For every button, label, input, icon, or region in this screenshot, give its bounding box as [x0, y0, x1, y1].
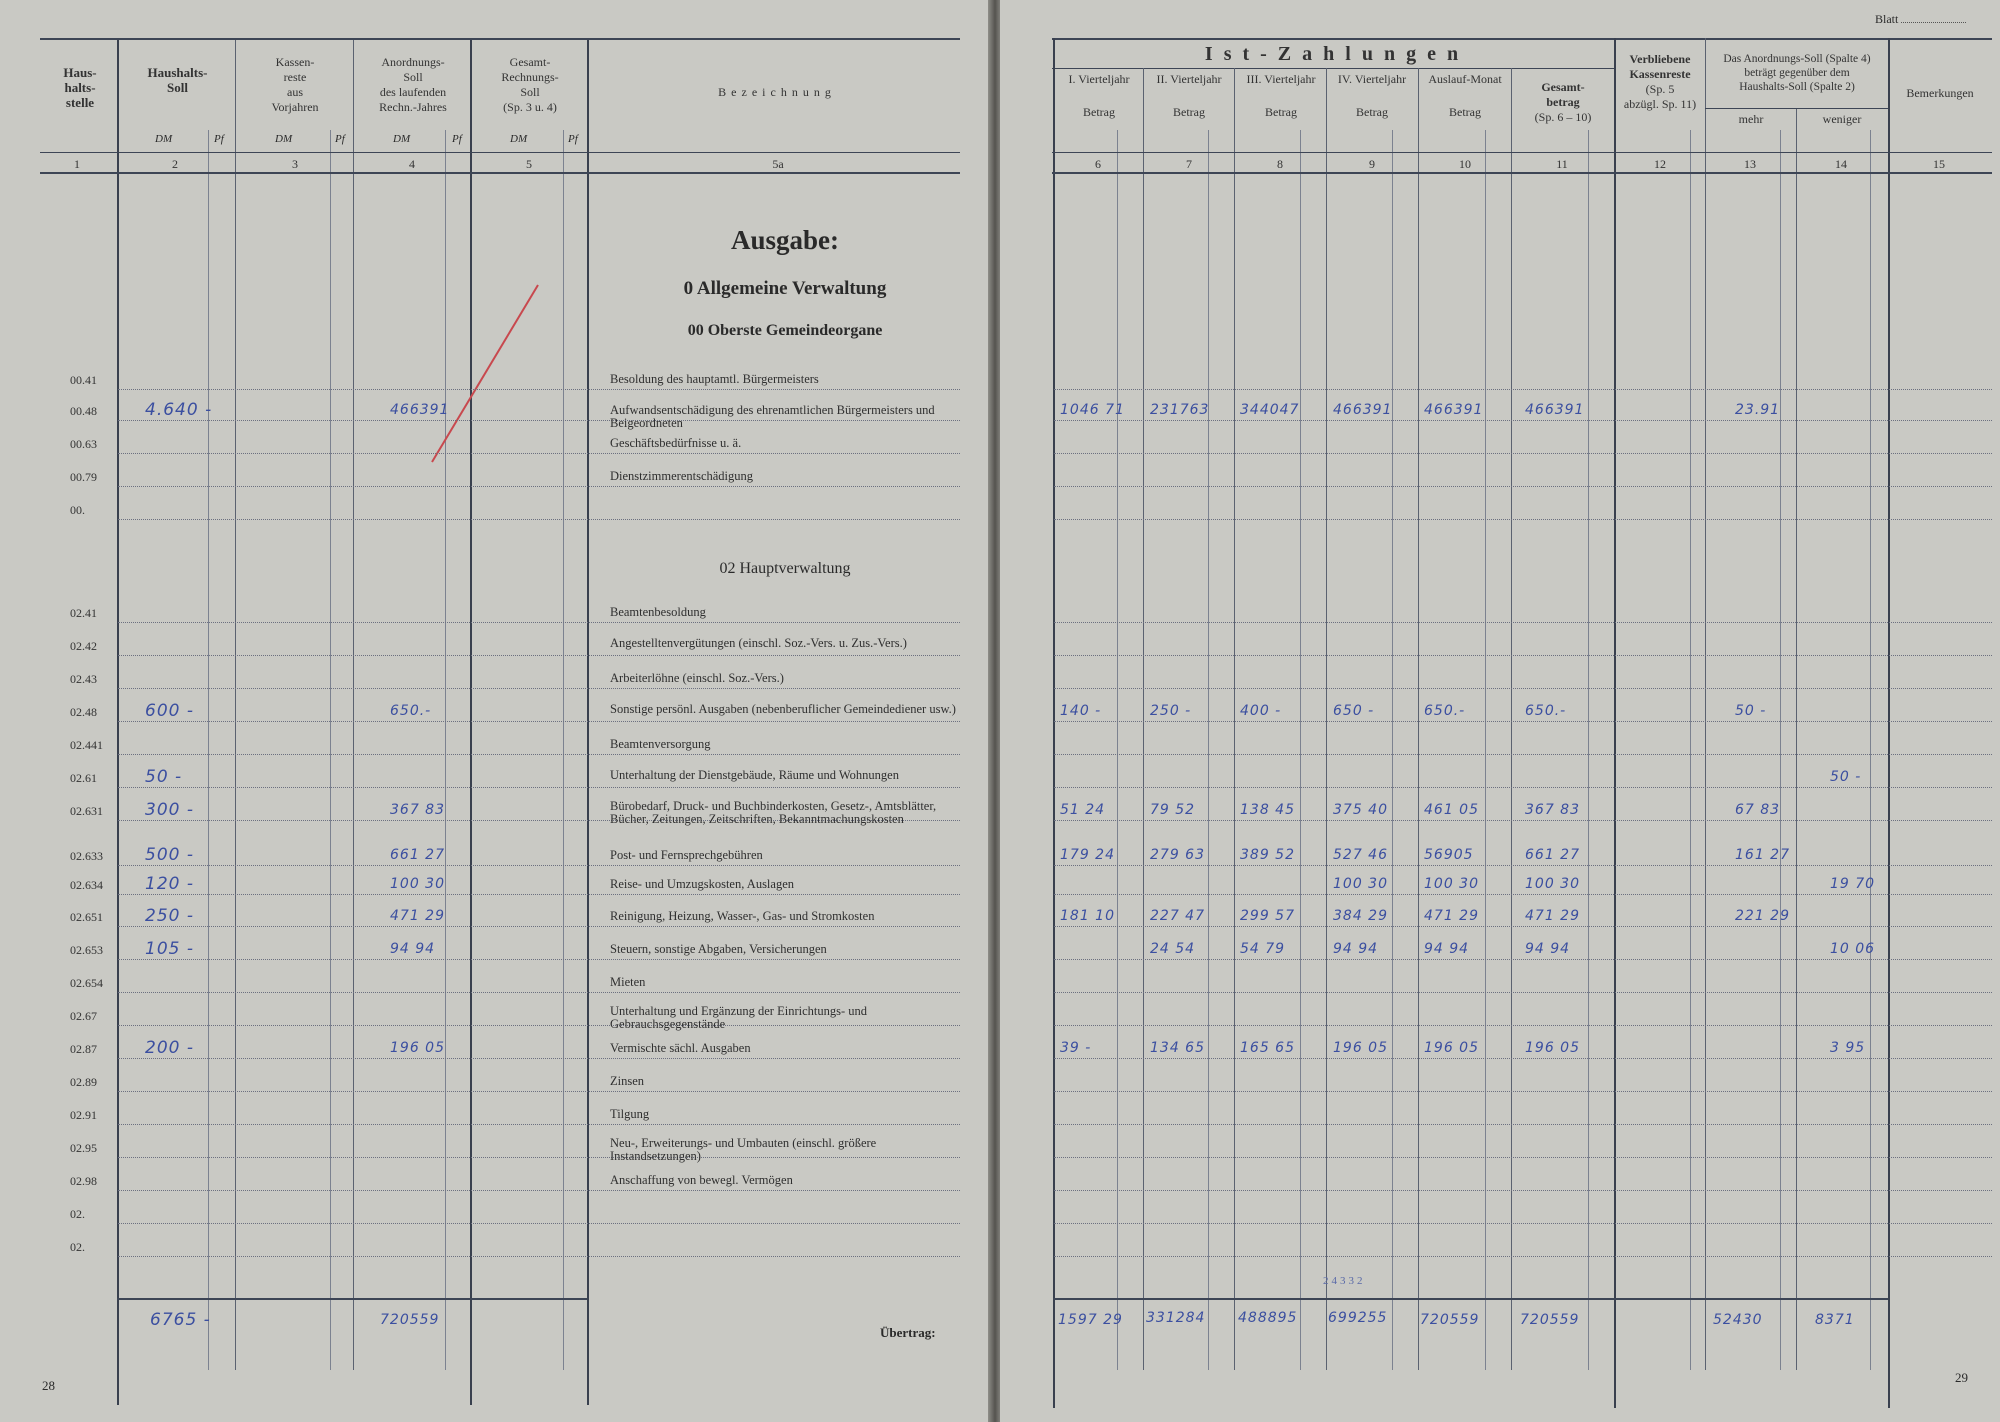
- col-divider: [1418, 68, 1419, 1370]
- row-description: Aufwandsentschädigung des ehrenamtlichen Bürgermeisters und Beigeordneten: [610, 403, 935, 430]
- ist-q3-value: 54 79: [1240, 941, 1286, 957]
- ist-q4-value: 650 -: [1333, 703, 1375, 719]
- column-number: 7: [1186, 157, 1192, 171]
- section-heading: 02 Hauptverwaltung: [719, 560, 851, 577]
- ist-aus-value: 466391: [1424, 402, 1484, 418]
- col-divider: [1511, 68, 1512, 1370]
- haushaltsstelle-code: 02.41: [70, 606, 97, 620]
- haushaltsstelle-code: 02.48: [70, 705, 97, 719]
- column-number: 12: [1654, 157, 1666, 171]
- row-description: Post- und Fernsprechgebühren: [610, 848, 763, 862]
- ist-q2-value: 250 -: [1150, 703, 1192, 719]
- row-description: Neu-, Erweiterungs- und Umbauten (einschl. größere Instandsetzungen): [610, 1136, 877, 1163]
- header-betrag: Betrag: [1173, 105, 1205, 119]
- ist-aus-value: 56905: [1424, 847, 1474, 863]
- pf-label: Pf: [335, 133, 345, 145]
- row-rule: [1054, 721, 1992, 722]
- haushaltsstelle-code: 02.98: [70, 1174, 97, 1188]
- header-bemerkungen: Bemerkungen: [1906, 86, 1974, 100]
- haushaltsstelle-code: 02.441: [70, 738, 103, 752]
- row-rule: [118, 787, 960, 788]
- row-description: Vermischte sächl. Ausgaben: [610, 1041, 751, 1055]
- header-betrag: Betrag: [1265, 105, 1297, 119]
- ist-mehr-value: 221 29: [1735, 908, 1790, 924]
- ist-ges-value: 94 94: [1525, 941, 1571, 957]
- ist-q1-value: 179 24: [1060, 847, 1115, 863]
- ist-q4-value: 527 46: [1333, 847, 1388, 863]
- ist-q3-value: 299 57: [1240, 908, 1295, 924]
- haushaltsstelle-code: 02.67: [70, 1009, 97, 1023]
- header-betrag: Betrag: [1356, 105, 1388, 119]
- column-number: 3: [292, 157, 298, 171]
- ist-ges-value: 471 29: [1525, 908, 1580, 924]
- ist-q2-value: 279 63: [1150, 847, 1205, 863]
- col-divider: [117, 40, 119, 1405]
- col-divider: [1143, 68, 1144, 1370]
- col-divider: [208, 130, 209, 1370]
- header-mehr: mehr: [1738, 112, 1764, 126]
- row-rule: [118, 754, 960, 755]
- ist-q2-value: 231763: [1150, 402, 1210, 418]
- header-anordnungs-soll: Anordnungs- Soll des laufenden Rechn.-Jahres: [379, 55, 447, 114]
- ist-mehr-value: 23.91: [1735, 402, 1781, 418]
- row-rule: [1054, 655, 1992, 656]
- col-divider: [587, 40, 589, 1405]
- row-rule: [118, 1058, 960, 1059]
- haushaltsstelle-code: 02.654: [70, 976, 103, 990]
- total-rule: [1053, 1298, 1888, 1300]
- ist-q4-value: 94 94: [1333, 941, 1379, 957]
- haushaltsstelle-code: 02.633: [70, 849, 103, 863]
- ist-mehr-value: 67 83: [1735, 802, 1781, 818]
- ist-mehr-value: 50 -: [1735, 703, 1767, 719]
- haushaltsstelle-code: 02.89: [70, 1075, 97, 1089]
- header-betrag: Betrag: [1083, 105, 1115, 119]
- row-rule: [1054, 754, 1992, 755]
- haushalts-soll-value: 200 -: [145, 1038, 194, 1058]
- col-divider: [1888, 38, 1890, 1408]
- ist-q4-value: 196 05: [1333, 1040, 1388, 1056]
- haushaltsstelle-code: 02.: [70, 1240, 85, 1254]
- total-q3: 488895: [1238, 1310, 1298, 1326]
- ist-q2-value: 24 54: [1150, 941, 1196, 957]
- ist-q2-value: 227 47: [1150, 908, 1205, 924]
- ist-q3-value: 344047: [1240, 402, 1300, 418]
- col-divider: [1614, 38, 1616, 1408]
- haushaltsstelle-code: 00.79: [70, 470, 97, 484]
- ist-mehr-value: 161 27: [1735, 847, 1790, 863]
- row-rule: [118, 721, 960, 722]
- ist-ges-value: 661 27: [1525, 847, 1580, 863]
- pf-label: Pf: [214, 133, 224, 145]
- page-number: 28: [42, 1378, 55, 1393]
- row-rule: [1054, 1157, 1992, 1158]
- column-number: 8: [1277, 157, 1283, 171]
- ist-aus-value: 461 05: [1424, 802, 1479, 818]
- col-divider: [1117, 130, 1118, 1370]
- ist-aus-value: 94 94: [1424, 941, 1470, 957]
- anordnungs-soll-value: 94 94: [390, 941, 436, 957]
- ist-q3-value: 400 -: [1240, 703, 1282, 719]
- column-number: 5a: [772, 157, 784, 171]
- header-betrag: Betrag: [1449, 105, 1481, 119]
- total-q2: 331284: [1146, 1310, 1206, 1326]
- pf-label: Pf: [452, 133, 462, 145]
- haushaltsstelle-code: 02.651: [70, 910, 103, 924]
- row-rule: [118, 1223, 960, 1224]
- ist-q4-value: 100 30: [1333, 876, 1388, 892]
- header-haushalts-soll: Haushalts- Soll: [147, 65, 208, 95]
- col-divider: [1870, 130, 1871, 1370]
- column-number: 13: [1744, 157, 1756, 171]
- row-rule: [118, 894, 960, 895]
- row-rule: [1054, 1025, 1992, 1026]
- row-rule: [118, 865, 960, 866]
- total-q1: 1597 29: [1058, 1312, 1123, 1328]
- haushaltsstelle-code: 02.91: [70, 1108, 97, 1122]
- header-q3: III. Vierteljahr: [1246, 72, 1316, 86]
- header-auslauf: Auslauf-Monat: [1428, 72, 1502, 86]
- header-q4: IV. Vierteljahr: [1337, 72, 1407, 86]
- column-number: 1: [74, 157, 80, 171]
- row-description: Anschaffung von bewegl. Vermögen: [610, 1173, 793, 1187]
- row-rule: [1054, 622, 1992, 623]
- haushaltsstelle-code: 02.43: [70, 672, 97, 686]
- col-divider: [1780, 130, 1781, 1370]
- header-rule: [40, 172, 960, 174]
- ist-aus-value: 196 05: [1424, 1040, 1479, 1056]
- col-divider: [1392, 130, 1393, 1370]
- col-divider: [235, 40, 236, 1370]
- anordnungs-soll-value: 367 83: [390, 802, 445, 818]
- total-gesamt: 720559: [1520, 1312, 1580, 1328]
- ist-q1-value: 51 24: [1060, 802, 1106, 818]
- haushalts-soll-value: 600 -: [145, 701, 194, 721]
- row-rule: [1054, 453, 1992, 454]
- col-divider: [1690, 130, 1691, 1370]
- ist-ges-value: 367 83: [1525, 802, 1580, 818]
- column-number: 15: [1933, 157, 1945, 171]
- top-rule: [1052, 38, 1992, 40]
- row-rule: [1054, 688, 1992, 689]
- page-number: 29: [1955, 1370, 1968, 1385]
- header-rule: [1052, 172, 1992, 174]
- row-description: Mieten: [610, 975, 646, 989]
- row-description: Bürobedarf, Druck- und Buchbinderkosten, Gesetz-, Amtsblätter, Bücher, Zeitungen, Zeitschriften, Bekanntmachungskosten: [610, 799, 937, 826]
- haushaltsstelle-code: 02.87: [70, 1042, 97, 1056]
- row-rule: [118, 655, 960, 656]
- row-description: Unterhaltung der Dienstgebäude, Räume und Wohnungen: [610, 768, 899, 782]
- row-rule: [1054, 519, 1992, 520]
- row-rule: [1054, 787, 1992, 788]
- row-description: Arbeiterlöhne (einschl. Soz.-Vers.): [610, 671, 784, 685]
- row-rule: [1054, 959, 1992, 960]
- ist-q3-value: 165 65: [1240, 1040, 1295, 1056]
- page-title: Ausgabe:: [730, 225, 839, 255]
- total-q4: 699255: [1328, 1310, 1388, 1326]
- row-rule: [118, 959, 960, 960]
- anordnungs-soll-value: 466391: [390, 402, 450, 418]
- haushaltsstelle-code: 02.653: [70, 943, 103, 957]
- haushaltsstelle-code: 00.48: [70, 404, 97, 418]
- anordnungs-soll-value: 196 05: [390, 1040, 445, 1056]
- row-description: Tilgung: [610, 1107, 650, 1121]
- haushalts-soll-value: 105 -: [145, 939, 194, 959]
- header-gesamtbetrag: Gesamt- betrag (Sp. 6 – 10): [1534, 80, 1592, 124]
- red-correction-mark: [420, 280, 550, 470]
- haushalts-soll-value: 300 -: [145, 800, 194, 820]
- row-rule: [118, 1091, 960, 1092]
- total-q4-note: 24332: [1323, 1275, 1366, 1287]
- row-rule: [1054, 389, 1992, 390]
- row-rule: [1054, 486, 1992, 487]
- ist-weniger-value: 10 06: [1830, 941, 1876, 957]
- ist-aus-value: 650.-: [1424, 703, 1466, 719]
- header-kassenreste: Kassen- reste aus Vorjahren: [271, 55, 319, 114]
- ist-q3-value: 389 52: [1240, 847, 1295, 863]
- uebertrag-label: Übertrag:: [880, 1325, 936, 1340]
- ist-q4-value: 384 29: [1333, 908, 1388, 924]
- dm-label: DM: [510, 133, 528, 145]
- row-rule: [1054, 1223, 1992, 1224]
- column-number: 11: [1556, 157, 1568, 171]
- pf-label: Pf: [568, 133, 578, 145]
- col-divider: [1326, 68, 1327, 1370]
- haushaltsstelle-code: 02.61: [70, 771, 97, 785]
- column-number: 2: [172, 157, 178, 171]
- col-divider: [1300, 130, 1301, 1370]
- header-rule: [1052, 68, 1614, 69]
- header-gesamt-rechnungs-soll: Gesamt- Rechnungs- Soll (Sp. 3 u. 4): [501, 55, 559, 114]
- row-description: Beamtenversorgung: [610, 737, 711, 751]
- row-rule: [118, 622, 960, 623]
- total-haushalts-soll: 6765 -: [150, 1310, 211, 1330]
- row-description: Sonstige persönl. Ausgaben (nebenberuflicher Gemeindediener usw.): [610, 702, 956, 716]
- row-rule: [118, 486, 960, 487]
- row-rule: [1054, 1091, 1992, 1092]
- col-divider: [1588, 130, 1589, 1370]
- ist-q2-value: 134 65: [1150, 1040, 1205, 1056]
- left-page: [0, 0, 990, 1422]
- section-heading: 0 Allgemeine Verwaltung: [683, 278, 887, 299]
- haushaltsstelle-code: 02.634: [70, 878, 103, 892]
- row-description: Dienstzimmerentschädigung: [610, 469, 754, 483]
- haushaltsstelle-code: 02.: [70, 1207, 85, 1221]
- total-auslauf: 720559: [1420, 1312, 1480, 1328]
- row-description: Unterhaltung und Ergänzung der Einrichtungs- und Gebrauchsgegenstände: [610, 1004, 868, 1031]
- ist-aus-value: 100 30: [1424, 876, 1479, 892]
- row-rule: [118, 1256, 960, 1257]
- ist-q4-value: 375 40: [1333, 802, 1388, 818]
- col-divider: [563, 130, 564, 1370]
- top-rule: [40, 38, 960, 40]
- header-q1: I. Vierteljahr: [1068, 72, 1130, 86]
- ist-q1-value: 39 -: [1060, 1040, 1092, 1056]
- row-rule: [118, 519, 960, 520]
- haushaltsstelle-code: 02.42: [70, 639, 97, 653]
- col-divider: [330, 130, 331, 1370]
- haushaltsstelle-code: 00.41: [70, 373, 97, 387]
- row-description: Reise- und Umzugskosten, Auslagen: [610, 877, 795, 891]
- ist-zahlungen-title: I s t - Z a h l u n g e n: [1204, 43, 1462, 65]
- ist-q1-value: 140 -: [1060, 703, 1102, 719]
- blatt-label: Blatt: [1875, 12, 1966, 27]
- haushalts-soll-value: 120 -: [145, 874, 194, 894]
- ist-q3-value: 138 45: [1240, 802, 1295, 818]
- column-number: 5: [526, 157, 532, 171]
- column-number: 14: [1835, 157, 1847, 171]
- anordnungs-soll-value: 661 27: [390, 847, 445, 863]
- ist-weniger-value: 19 70: [1830, 876, 1876, 892]
- column-number: 6: [1095, 157, 1101, 171]
- row-rule: [118, 992, 960, 993]
- row-rule: [1054, 1124, 1992, 1125]
- total-rule: [117, 1298, 587, 1300]
- row-description: Besoldung des hauptamtl. Bürgermeisters: [610, 372, 819, 386]
- ist-q1-value: 181 10: [1060, 908, 1115, 924]
- anordnungs-soll-value: 650.-: [390, 703, 432, 719]
- ist-ges-value: 196 05: [1525, 1040, 1580, 1056]
- total-anordnungs-soll: 720559: [380, 1312, 440, 1328]
- col-divider: [1485, 130, 1486, 1370]
- header-bezeichnung: B e z e i c h n u n g: [718, 85, 832, 99]
- section-heading: 00 Oberste Gemeindeorgane: [687, 322, 883, 339]
- col-divider: [1796, 108, 1797, 1370]
- dm-label: DM: [155, 133, 173, 145]
- haushalts-soll-value: 50 -: [145, 767, 183, 787]
- row-rule: [1054, 865, 1992, 866]
- row-rule: [118, 1124, 960, 1125]
- row-rule: [118, 926, 960, 927]
- header-haushaltsstelle: Haus- halts- stelle: [63, 65, 97, 110]
- row-description: Beamtenbesoldung: [610, 605, 706, 619]
- col-divider: [470, 40, 472, 1405]
- row-description: Angestelltenvergütungen (einschl. Soz.-Vers. u. Zus.-Vers.): [610, 636, 907, 650]
- header-verbliebene-kassenreste: Verbliebene Kassenreste (Sp. 5 abzügl. Sp. 11): [1623, 52, 1697, 111]
- haushalts-soll-value: 500 -: [145, 845, 194, 865]
- ist-q2-value: 79 52: [1150, 802, 1196, 818]
- col-divider: [1234, 68, 1235, 1370]
- row-rule: [1054, 926, 1992, 927]
- ist-q4-value: 466391: [1333, 402, 1393, 418]
- row-rule: [1054, 1256, 1992, 1257]
- row-rule: [1054, 420, 1992, 421]
- row-rule: [1054, 1190, 1992, 1191]
- ist-q1-value: 1046 71: [1060, 402, 1125, 418]
- row-description: Zinsen: [610, 1074, 645, 1088]
- ist-ges-value: 466391: [1525, 402, 1585, 418]
- col-divider: [1208, 130, 1209, 1370]
- header-rule: [40, 152, 960, 153]
- row-description: Steuern, sonstige Abgaben, Versicherungen: [610, 942, 827, 956]
- row-rule: [1054, 820, 1992, 821]
- total-weniger: 8371: [1815, 1312, 1855, 1328]
- haushalts-soll-value: 4.640 -: [145, 400, 213, 420]
- dm-label: DM: [275, 133, 293, 145]
- header-anordnungs-vergleich: Das Anordnungs-Soll (Spalte 4) beträgt gegenüber dem Haushalts-Soll (Spalte 2): [1723, 53, 1871, 93]
- ist-ges-value: 650.-: [1525, 703, 1567, 719]
- col-divider: [1705, 38, 1706, 1370]
- col-divider: [353, 40, 354, 1370]
- header-weniger: weniger: [1822, 112, 1862, 126]
- column-number: 10: [1459, 157, 1471, 171]
- row-rule: [1054, 1058, 1992, 1059]
- ist-ges-value: 100 30: [1525, 876, 1580, 892]
- row-rule: [1054, 992, 1992, 993]
- haushaltsstelle-code: 02.631: [70, 804, 103, 818]
- dm-label: DM: [393, 133, 411, 145]
- row-rule: [118, 389, 960, 390]
- row-rule: [1054, 894, 1992, 895]
- haushaltsstelle-code: 00.: [70, 503, 85, 517]
- row-rule: [118, 1190, 960, 1191]
- header-q2: II. Vierteljahr: [1156, 72, 1222, 86]
- column-number: 4: [409, 157, 415, 171]
- anordnungs-soll-value: 471 29: [390, 908, 445, 924]
- haushalts-soll-value: 250 -: [145, 906, 194, 926]
- anordnungs-soll-value: 100 30: [390, 876, 445, 892]
- row-rule: [118, 688, 960, 689]
- col-divider: [1053, 38, 1055, 1408]
- ist-weniger-value: 3 95: [1830, 1040, 1866, 1056]
- column-number: 9: [1369, 157, 1375, 171]
- haushaltsstelle-code: 02.95: [70, 1141, 97, 1155]
- right-page: [1000, 0, 2000, 1422]
- row-description: Reinigung, Heizung, Wasser-, Gas- und Stromkosten: [610, 909, 875, 923]
- ist-weniger-value: 50 -: [1830, 769, 1862, 785]
- total-mehr: 52430: [1713, 1312, 1763, 1328]
- haushaltsstelle-code: 00.63: [70, 437, 97, 451]
- row-rule: [118, 453, 960, 454]
- header-rule: [1705, 108, 1888, 109]
- header-rule: [1052, 152, 1992, 153]
- ist-aus-value: 471 29: [1424, 908, 1479, 924]
- row-description: Geschäftsbedürfnisse u. ä.: [610, 436, 742, 450]
